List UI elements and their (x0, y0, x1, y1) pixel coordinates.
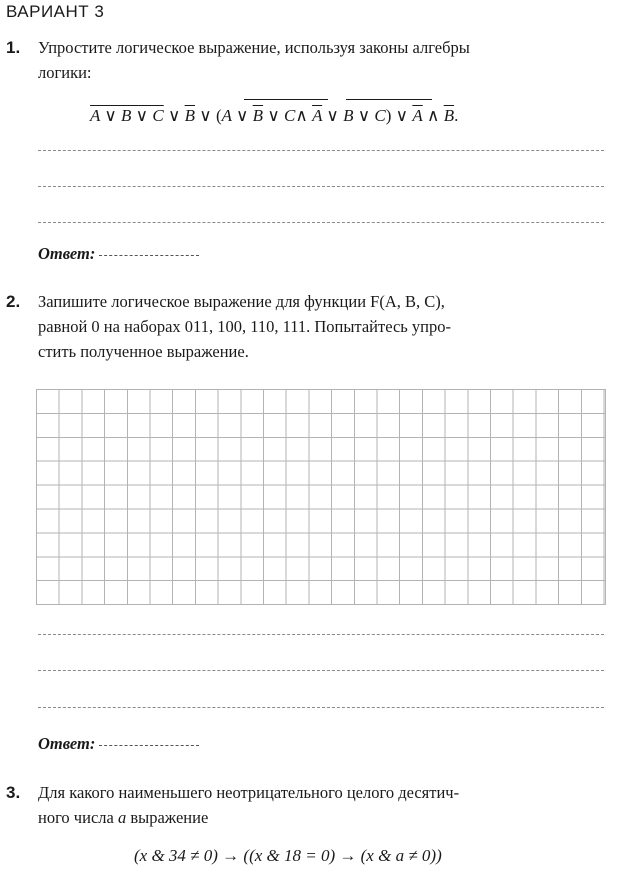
formula-term-1: A ∨ B ∨ C (90, 106, 164, 125)
formula-overbar-group-2 (346, 99, 432, 100)
formula-term-3a: A ∨ (221, 106, 253, 125)
task-2-text-line1: Запишите логическое выражение для функции F(A, B, C), (38, 292, 445, 311)
answer-line-4 (38, 634, 604, 635)
task-3-text-line1: Для какого наименьшего неотрицательного целого десятич- (38, 783, 460, 802)
task-1-text-line2: логики: (38, 63, 92, 82)
task-3-text-line2: ного числа a выражение (38, 808, 209, 827)
variable-a: a (117, 808, 127, 827)
task-2-text-line2: равной 0 на наборах 011, 100, 110, 111. Попытайтесь упро- (38, 317, 451, 336)
formula-term-3c: ∨ C (263, 106, 296, 125)
formula-term-5: $\overline{A}$ (412, 106, 423, 125)
task-2-text-line3: стить полученное выражение. (38, 342, 249, 361)
answer-label: Ответ: (38, 244, 96, 263)
answer-label: Ответ: (38, 734, 96, 753)
answer-line-1 (38, 150, 604, 151)
formula-term-2: $\overline{B}$ (184, 106, 196, 125)
work-grid (36, 389, 606, 605)
task-1-text-line1: Упростите логическое выражение, используя законы алгебры (38, 38, 470, 57)
task-1-formula: A ∨ B ∨ C ∨ $\overline{B}$ ∨ (A ∨ $\overline{B}$ ∨ C∧ $\overline{A}$ ∨ B ∨ C) ∨ $\overline{A}$ ∧ $\overline{B}$. (90, 106, 459, 125)
task-1-answer (38, 244, 199, 264)
formula-term-4a: $\overline{A}$ (312, 106, 323, 125)
answer-line-2 (38, 186, 604, 187)
formula-overbar-group-1 (244, 99, 328, 100)
task-2-text (38, 289, 608, 364)
variant-title: ВАРИАНТ 3 (6, 2, 105, 21)
task-3-text (38, 780, 608, 830)
task-2-number: 2. (6, 292, 21, 311)
task-1-number: 1. (6, 38, 21, 57)
formula-term-6: $\overline{B}$ (443, 106, 455, 125)
task-2-answer (38, 734, 199, 754)
task-1-text (38, 35, 608, 85)
answer-blank[interactable] (99, 745, 199, 746)
formula-term-3b: $\overline{B}$ (252, 106, 264, 125)
answer-blank[interactable] (99, 255, 199, 256)
task-3-formula: (x & 34 ≠ 0) → ((x & 18 = 0) → (x & a ≠ 0)) (134, 846, 442, 865)
task-3-number: 3. (6, 783, 21, 802)
answer-line-5 (38, 670, 604, 671)
formula-term-4b: ∨ B ∨ C (322, 106, 386, 125)
answer-line-3 (38, 222, 604, 223)
answer-line-6 (38, 707, 604, 708)
